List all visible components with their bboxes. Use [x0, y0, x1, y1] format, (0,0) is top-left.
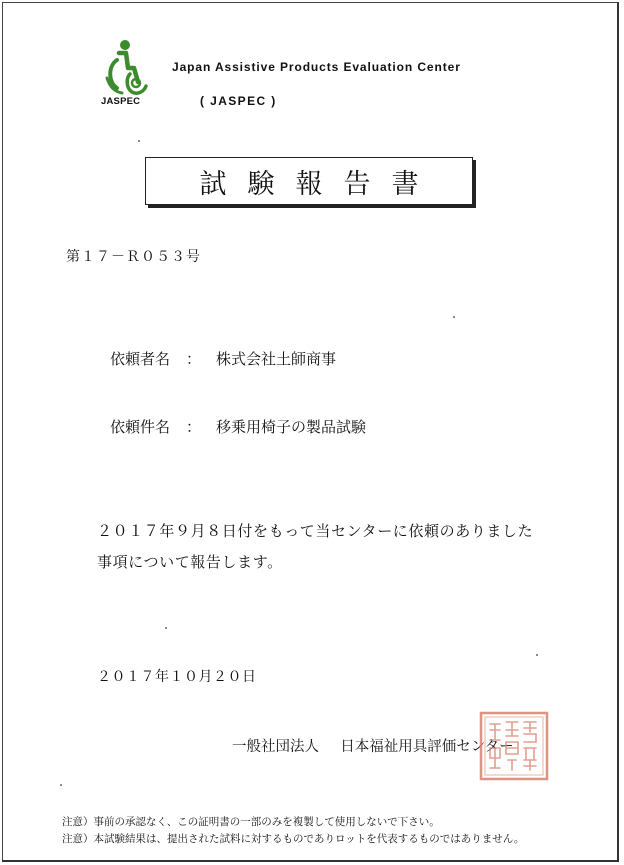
official-seal-stamp — [478, 710, 550, 782]
request-subject-value: 移乗用椅子の製品試験 — [216, 418, 367, 436]
issuer-type: 一般社団法人 — [232, 739, 319, 755]
report-statement-line-2: 事項について報告します。 — [97, 553, 283, 571]
request-subject-colon: ： — [186, 418, 202, 436]
report-statement-line-1: ２０１７年９月８日付をもって当センターに依頼のありました — [97, 522, 534, 540]
issuer — [232, 735, 514, 756]
organization-abbreviation: ( JASPEC ) — [200, 94, 277, 108]
client-name-row — [110, 348, 336, 369]
note-item: 注意）事前の承認なく、この証明書の一部のみを複製して使用しないで下さい。 — [62, 816, 440, 828]
request-subject-row — [110, 416, 366, 437]
issuer-name: 日本福祉用具評価センター — [340, 739, 514, 755]
client-name-label: 依頼者名 — [110, 350, 171, 368]
notes-section — [62, 814, 524, 848]
client-name-colon: ： — [186, 350, 202, 368]
logo-text: JASPEC — [101, 96, 141, 107]
issue-date: ２０１７年１０月２０日 — [97, 669, 257, 685]
organization-name: Japan Assistive Products Evaluation Center — [172, 60, 461, 74]
document-title-box — [145, 157, 473, 205]
client-name-value: 株式会社土師商事 — [216, 350, 337, 368]
report-number: 第１７－Ｒ０５３号 — [66, 249, 201, 265]
request-subject-label: 依頼件名 — [110, 418, 171, 436]
note-item: 注意）本試験結果は、提出された試料に対するものでありロットを代表するものではありません。 — [62, 833, 525, 845]
report-statement — [97, 516, 533, 578]
document-title: 試験報告書 — [199, 168, 440, 200]
